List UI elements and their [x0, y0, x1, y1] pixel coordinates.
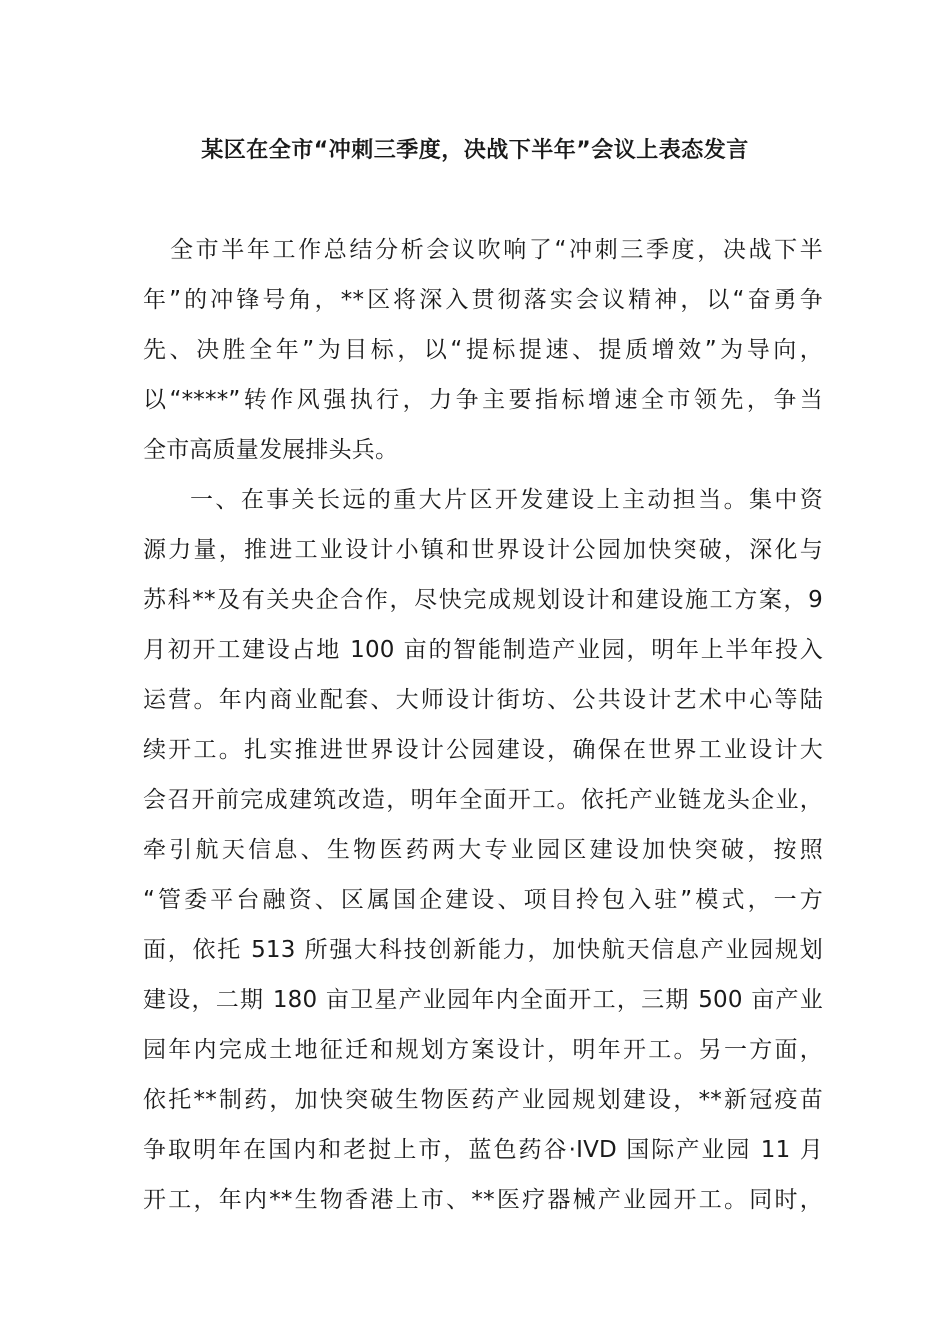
- paragraph-2-line: 开工，年内**生物香港上市、**医疗器械产业园开工。同时，: [143, 1187, 823, 1213]
- paragraph-1-line: 先、决胜全年”为目标，以“提标提速、提质增效”为导向，: [143, 337, 823, 363]
- paragraph-2-line: 依托**制药，加快突破生物医药产业园规划建设，**新冠疫苗: [143, 1087, 823, 1113]
- paragraph-1-line: 以“****”转作风强执行，力争主要指标增速全市领先，争当: [143, 387, 823, 413]
- paragraph-2-line: 续开工。扎实推进世界设计公园建设，确保在世界工业设计大: [143, 737, 823, 763]
- document-title: 某区在全市“冲刺三季度，决战下半年”会议上表态发言: [201, 138, 749, 163]
- paragraph-2-line: 月初开工建设占地 100 亩的智能制造产业园，明年上半年投入: [143, 637, 823, 663]
- paragraph-2-line: 苏科**及有关央企合作，尽快完成规划设计和建设施工方案，9: [143, 587, 823, 613]
- paragraph-2-line: 牵引航天信息、生物医药两大专业园区建设加快突破，按照: [143, 837, 823, 863]
- paragraph-2-line: 一、在事关长远的重大片区开发建设上主动担当。集中资: [190, 487, 823, 513]
- paragraph-1-line: 全市高质量发展排头兵。: [143, 437, 399, 463]
- paragraph-2-line: 运营。年内商业配套、大师设计街坊、公共设计艺术中心等陆: [143, 687, 823, 713]
- paragraph-2-line: 会召开前完成建筑改造，明年全面开工。依托产业链龙头企业，: [143, 787, 823, 813]
- paragraph-2-line: 园年内完成土地征迁和规划方案设计，明年开工。另一方面，: [143, 1037, 823, 1063]
- paragraph-2-line: 源力量，推进工业设计小镇和世界设计公园加快突破，深化与: [143, 537, 823, 563]
- paragraph-2-line: 争取明年在国内和老挝上市，蓝色药谷·IVD 国际产业园 11 月: [143, 1137, 823, 1163]
- paragraph-2-line: 建设，二期 180 亩卫星产业园年内全面开工，三期 500 亩产业: [143, 987, 823, 1013]
- paragraph-1-line: 年”的冲锋号角，**区将深入贯彻落实会议精神，以“奋勇争: [143, 287, 823, 313]
- paragraph-2-line: “管委平台融资、区属国企建设、项目拎包入驻”模式，一方: [143, 887, 823, 913]
- paragraph-2-line: 面，依托 513 所强大科技创新能力，加快航天信息产业园规划: [143, 937, 823, 963]
- paragraph-1-line: 全市半年工作总结分析会议吹响了“冲刺三季度，决战下半: [170, 237, 823, 263]
